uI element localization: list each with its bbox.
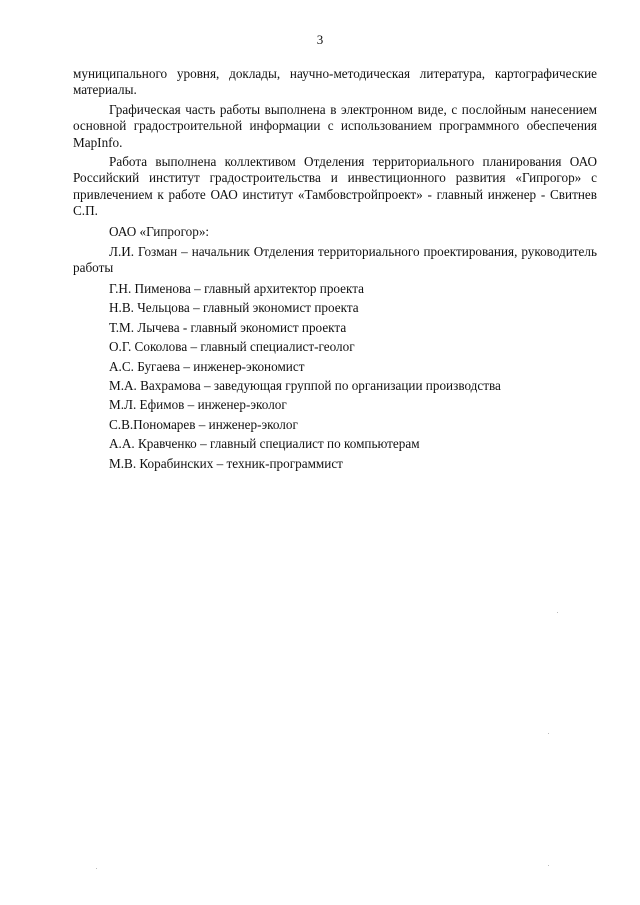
staff-member: Г.Н. Пименова – главный архитектор проекта: [109, 280, 365, 296]
page-number: 3: [316, 32, 324, 47]
staff-member: М.А. Вахрамова – заведующая группой по организации производства: [109, 377, 501, 393]
staff-member: С.В.Пономарев – инженер-эколог: [109, 416, 298, 432]
staff-member: Т.М. Лычева - главный экономист проекта: [109, 319, 347, 335]
team-leader: Л.И. Гозман – начальник Отделения территориального проектирования, руководитель работы: [73, 244, 597, 276]
staff-member: Н.В. Чельцова – главный экономист проекта: [109, 300, 359, 316]
paragraph-authors: Работа выполнена коллективом Отделения территориального планирования ОАО Российский институт градостроительства и инвестиционного развития «Гипрогор» с привлечением к работе ОАО институт «Тамбовстройпроект» - главный инженер - Свитнев С.П.: [73, 154, 597, 219]
organization-heading: ОАО «Гипрогор»:: [109, 223, 210, 239]
staff-list: [73, 281, 597, 472]
staff-member: М.Л. Ефимов – инженер-эколог: [109, 397, 287, 413]
paragraph-sources: муниципального уровня, доклады, научно-методическая литература, картографические материалы.: [73, 66, 597, 98]
scan-speck: [557, 612, 558, 613]
scan-speck: [548, 733, 549, 734]
staff-member: А.А. Кравченко – главный специалист по компьютерам: [109, 436, 420, 452]
scan-speck: [548, 865, 549, 866]
scan-speck: [96, 868, 97, 869]
staff-member: А.С. Бугаева – инженер-экономист: [109, 358, 305, 374]
staff-member: О.Г. Соколова – главный специалист-геолог: [109, 339, 355, 355]
staff-member: М.В. Корабинских – техник-программист: [109, 455, 343, 471]
paragraph-graphics: Графическая часть работы выполнена в электронном виде, с послойным нанесением основной градостроительной информации с использованием программного обеспечения MapInfo.: [73, 101, 597, 150]
document-body: [73, 66, 597, 475]
